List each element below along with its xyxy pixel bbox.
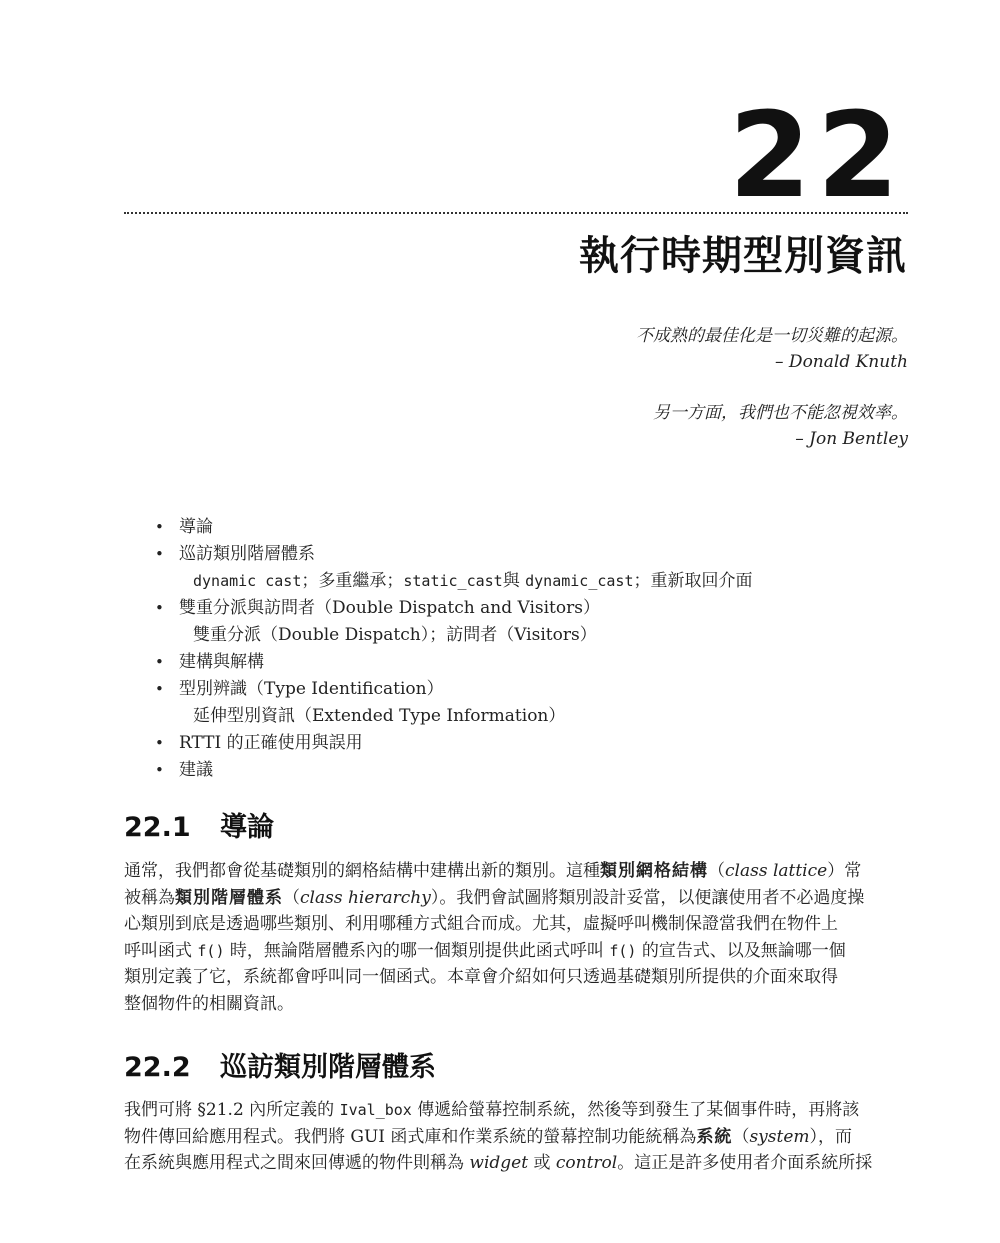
defined-term: 系統 [696,1126,733,1147]
english-term: control [555,1153,618,1174]
epigraph-bentley [653,400,908,452]
outline-item [155,649,875,676]
outline-item [155,514,875,541]
outline-item [155,676,875,703]
section-heading-traversal [124,1050,436,1086]
chapter-title: 執行時期型別資訊 [579,233,907,279]
outline-item [155,757,875,784]
bullet: • [155,761,164,779]
outline-subitems [155,568,875,595]
chapter-outline [155,514,875,784]
code-text: dynamic_cast [525,572,634,590]
section-title: 導論 [220,812,274,843]
bullet: • [155,518,164,536]
code-text: static_cast [403,572,503,590]
code-text: dynamic cast [193,572,302,590]
english-term: system [749,1126,810,1147]
text-line: 被稱為類別階層體系（class hierarchy）。我們會試圖將類別設計妥當，以便讓使用者不必過度操 [124,887,865,908]
chapter-number: 22 [728,86,905,224]
subitem-text: 與 [502,571,520,591]
text-line: 呼叫函式 f() 時，無論階層體系內的哪一個類別提供此函式呼叫 f() 的宣告式、以及無論哪一個 [124,940,846,961]
outline-subitems: 延伸型別資訊（Extended Type Information） [193,706,566,726]
text-line: 我們可將 §21.2 內所定義的 Ival_box 傳遞給螢幕控制系統，然後等到發生了某個事件時，再將該 [124,1100,860,1120]
outline-item-label: 巡訪類別階層體系 [179,544,315,564]
text-line: 心類別到底是透過哪些類別、利用哪種方式組合而成。尤其，虛擬呼叫機制保證當我們在物件上 [124,914,838,935]
outline-item-label: 建議 [179,760,213,780]
text-line: 物件傳回給應用程式。我們將 GUI 函式庫和作業系統的螢幕控制功能統稱為系統（system），而 [124,1126,853,1147]
bullet: • [155,545,164,563]
outline-item-label: 建構與解構 [179,652,264,672]
text-line: 整個物件的相關資訊。 [124,993,294,1014]
epigraph-author: – Jon Bentley [795,429,908,449]
defined-term: 類別網格結構 [600,861,708,881]
english-term: class lattice [725,861,828,881]
text-line: 在系統與應用程式之間來回傳遞的物件則稱為 widget 或 control。這正是許多使用者介面系統所採 [124,1153,873,1174]
epigraph-author: – Donald Knuth [775,352,908,372]
outline-item [155,595,875,622]
outline-item [155,541,875,568]
bullet: • [155,599,164,617]
outline-item-label: 雙重分派與訪問者（Double Dispatch and Visitors） [179,598,600,618]
bullet: • [155,653,164,671]
text-line: 類別定義了它，系統都會呼叫同一個函式。本章會介紹如何只透過基礎類別所提供的介面來取得 [124,967,838,988]
defined-term: 類別階層體系 [175,887,283,908]
outline-item [155,730,875,757]
section-number: 22.1 [124,812,191,843]
epigraph-quote: 另一方面，我們也不能忽視效率。 [653,403,908,423]
bullet: • [155,734,164,752]
section-body-introduction [124,858,910,1018]
subitem-text: ；重新取回介面 [633,571,753,591]
english-term: class hierarchy [300,887,431,908]
section-heading-introduction [124,810,274,846]
code-text: Ival_box [339,1101,412,1119]
english-term: widget [469,1153,529,1174]
section-title: 巡訪類別階層體系 [220,1052,436,1083]
dotted-divider [124,212,908,214]
outline-item-label: 導論 [179,517,213,537]
text-line: 通常，我們都會從基礎類別的網格結構中建構出新的類別。這種類別網格結構（class lattice）常 [124,861,862,881]
epigraph-knuth [636,323,908,375]
subitem-text: ；多重繼承； [301,571,404,591]
section-number: 22.2 [124,1052,191,1083]
epigraph-quote: 不成熟的最佳化是一切災難的起源。 [636,326,908,346]
code-text: f() [609,941,637,960]
outline-item-label: RTTI 的正確使用與誤用 [179,733,363,753]
outline-subitems: 雙重分派（Double Dispatch）；訪問者（Visitors） [193,625,597,645]
bullet: • [155,680,164,698]
code-text: f() [197,941,225,960]
outline-item-label: 型別辨識（Type Identification） [179,679,444,699]
section-body-traversal [124,1097,910,1177]
